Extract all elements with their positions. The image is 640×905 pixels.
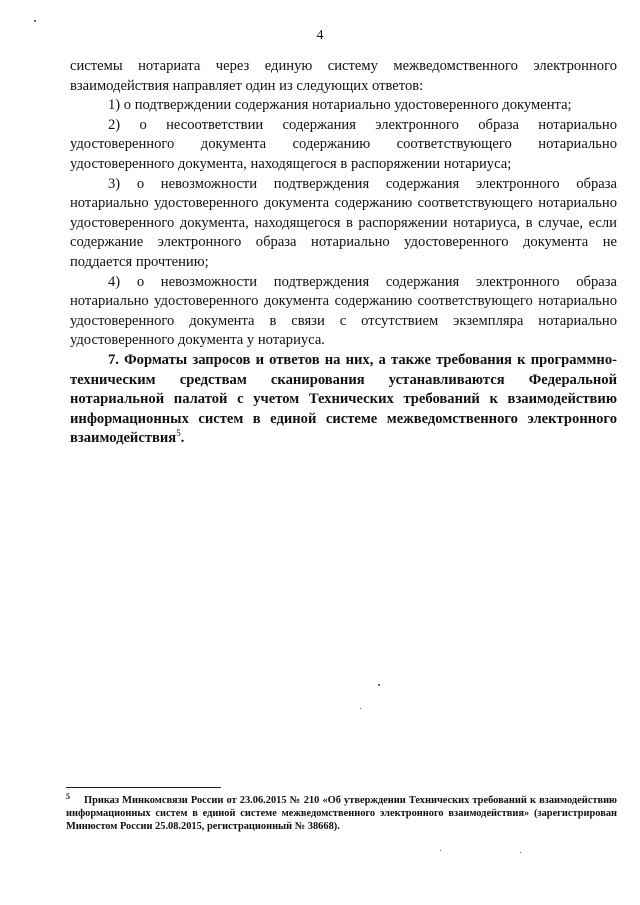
footnote-number: 5: [66, 791, 70, 801]
list-item-4: 4) о невозможности подтверждения содержания электронного образа нотариально удостоверенного документа содержанию соответствующего нотариально удостоверенного документа в связи с отсутствием экземпляра нотариально удостоверенного документа у нотариуса.: [70, 273, 617, 349]
scan-speck: [520, 852, 521, 853]
scan-speck: [360, 708, 361, 709]
list-item-3: 3) о невозможности подтверждения содержания электронного образа нотариально удостоверенного документа содержанию соответствующего нотариально удостоверенного документа, находящегося в распоряжении нотариуса, в случае, если содержание электронного образа нотариально удостоверенного документа не поддается прочтению;: [70, 175, 617, 270]
page-number: 4: [316, 28, 324, 43]
scan-speck: [378, 684, 380, 686]
document-body: [70, 57, 617, 449]
footnote-text: Приказ Минкомсвязи России от 23.06.2015 № 210 «Об утверждении Технических требований к взаимодействию информационных систем в единой системе межведомственного электронного взаимодействия» (зарегистрирован Минюстом России 25.08.2015, регистрационный № 38668).: [66, 795, 617, 833]
list-item-1: 1) о подтверждении содержания нотариально удостоверенного документа;: [108, 97, 572, 114]
footnote: [66, 791, 617, 834]
paragraph-7: [70, 351, 617, 449]
paragraph-7-text: 7. Форматы запросов и ответов на них, а также требования к программно-техническим средствам сканирования устанавливаются Федеральной нотариальной палатой с учетом Технических требований к взаимодействию информационных систем в единой системе межведомственного электронного взаимодействия: [70, 351, 617, 447]
paragraph-continuation: системы нотариата через единую систему межведомственного электронного взаимодействия направляет один из следующих ответов:: [70, 58, 617, 94]
footnote-separator: [66, 787, 221, 788]
scan-speck: [34, 20, 36, 22]
list-item-2: 2) о несоответствии содержания электронного образа нотариально удостоверенного документа содержанию соответствующего нотариально удостоверенного документа, находящегося в распоряжении нотариуса;: [70, 116, 617, 172]
paragraph-7-trailing: .: [180, 430, 185, 447]
scan-speck: [440, 850, 441, 851]
footnote-reference: 5: [176, 428, 181, 439]
